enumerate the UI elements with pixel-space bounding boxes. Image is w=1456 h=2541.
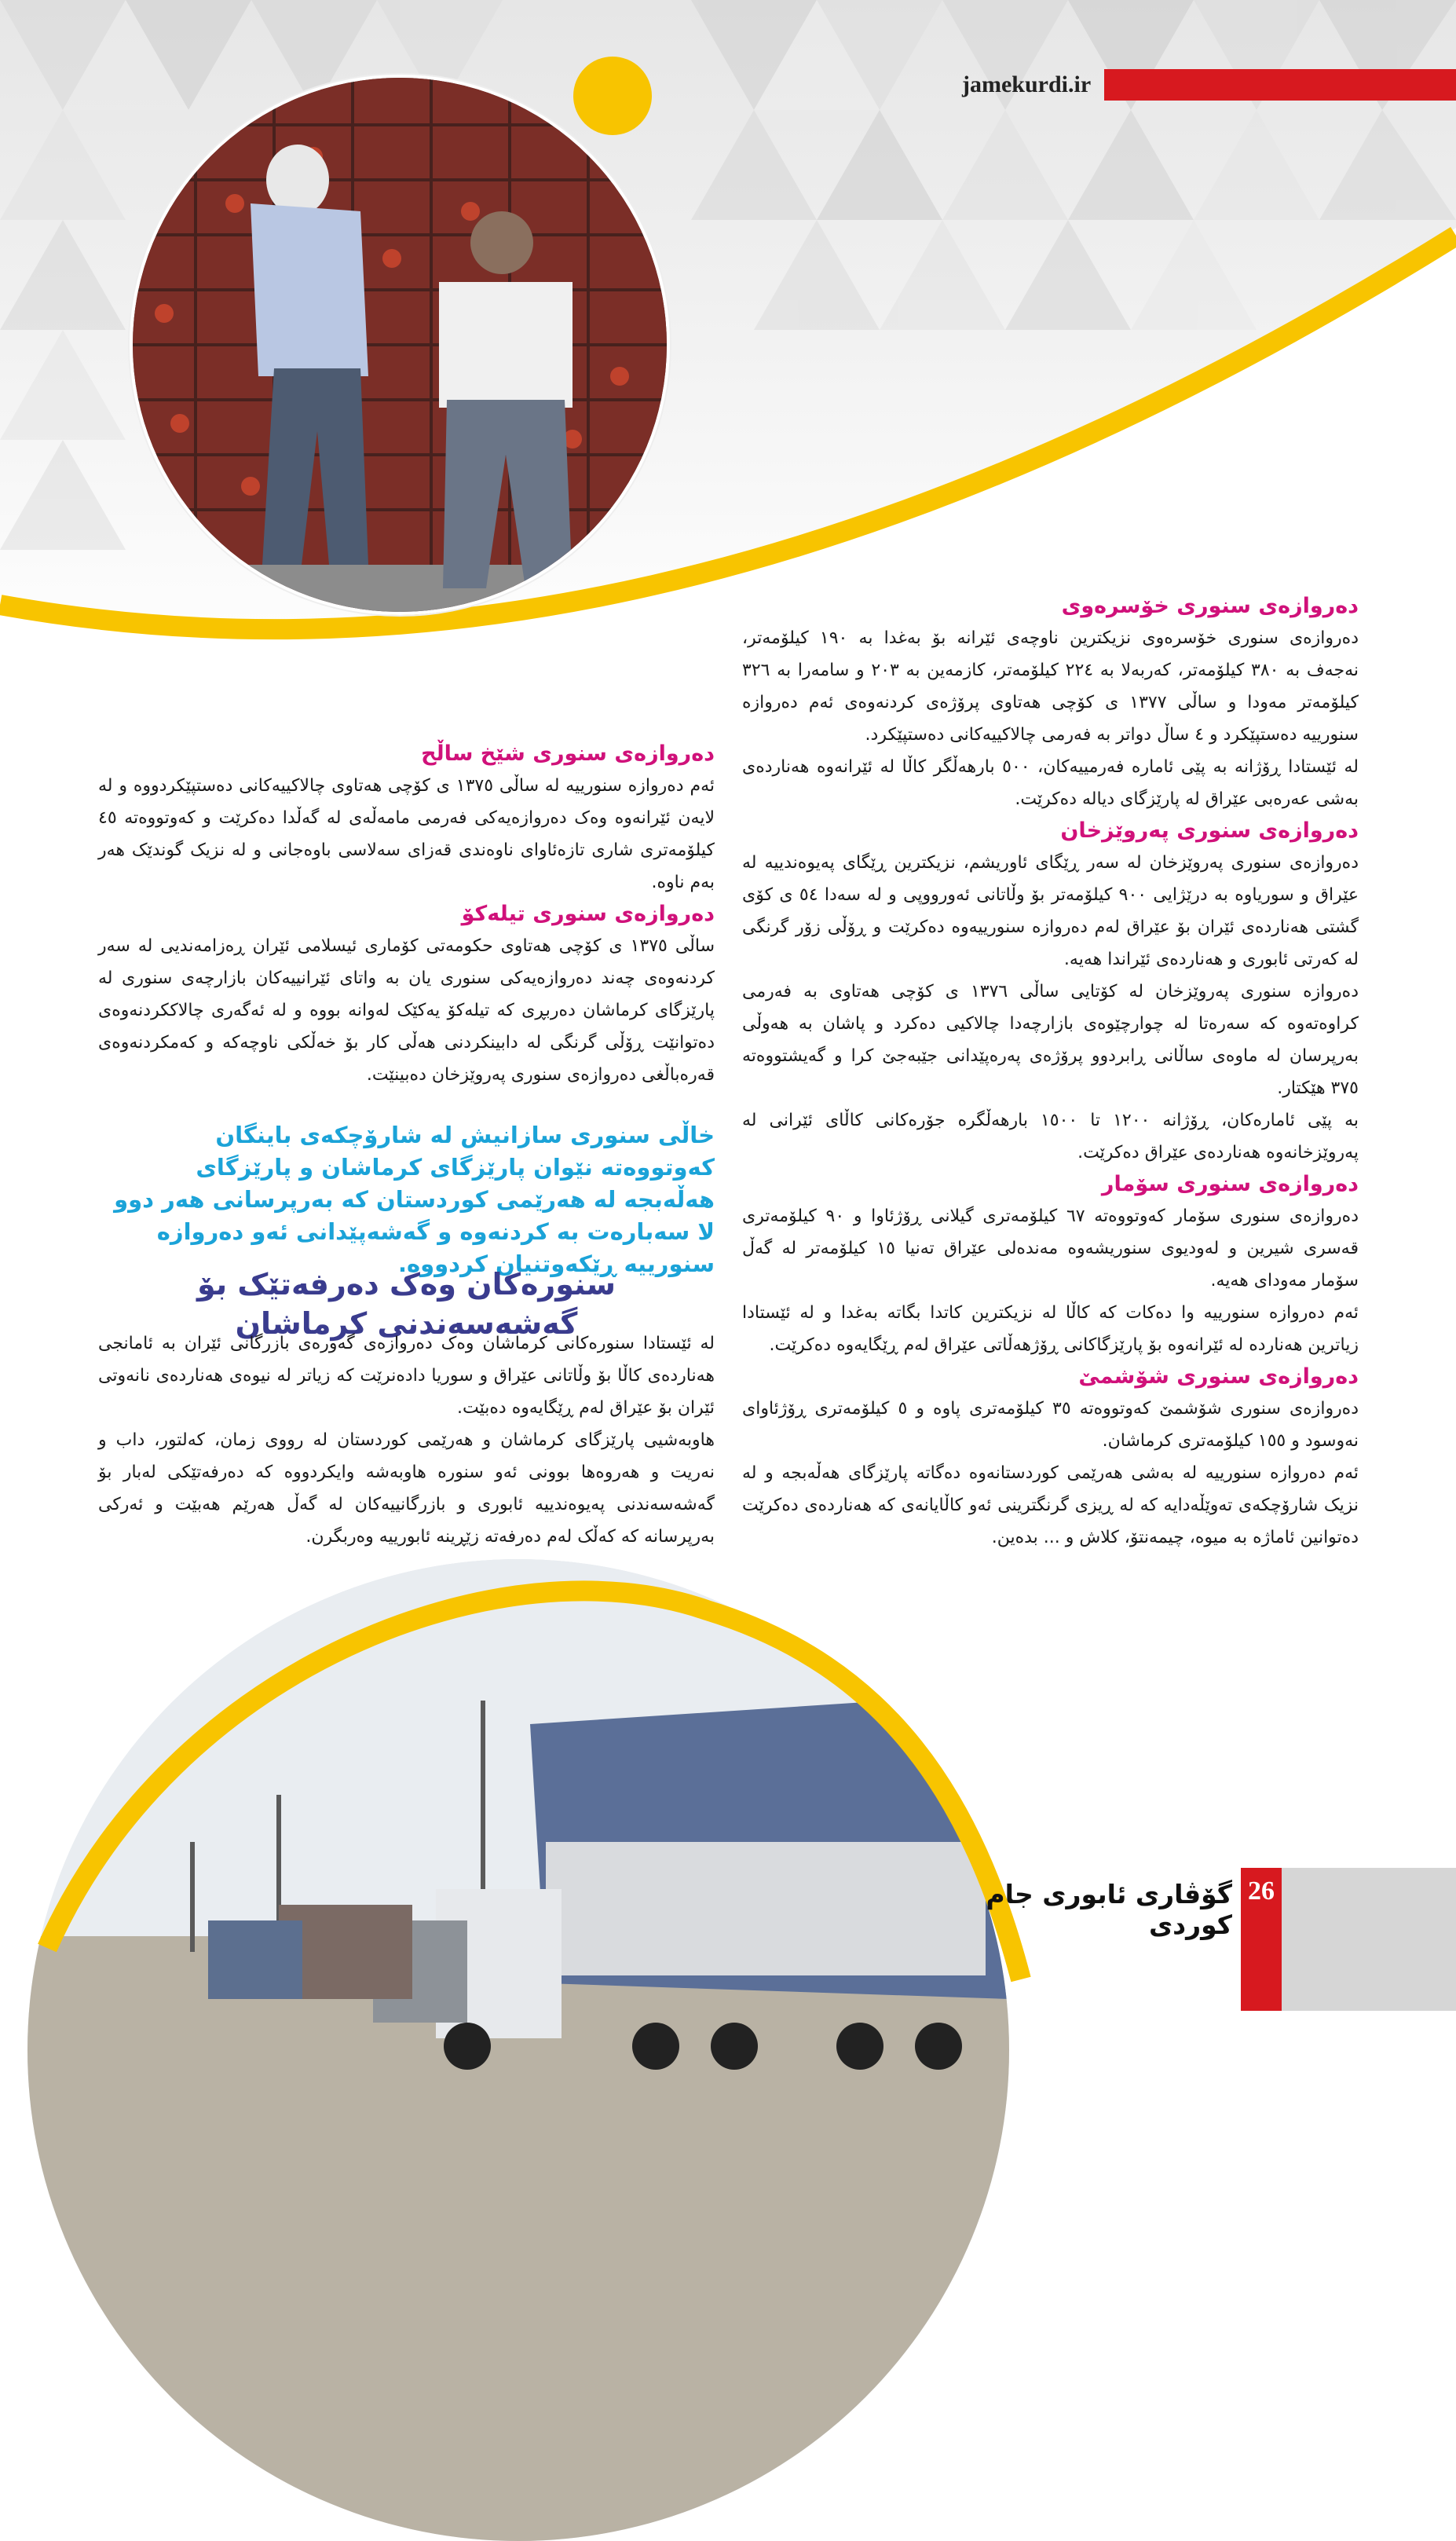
site-url[interactable]: jamekurdi.ir	[962, 71, 1092, 97]
tomato-crates-illustration	[133, 78, 667, 612]
section-title: سنورەکان وەک دەرفەتێک بۆ گەشەسەندنی کرماشان	[197, 1267, 616, 1341]
page-number: 26	[1241, 1868, 1282, 2011]
paragraph: دەروازە سنوری پەروێزخان لە کۆتایی ساڵی ١٣٧٦ ی کۆچی هەتاوی بە فەرمی کراوەتەوە کە سەرەتا لە چوارچێوەی بازارچەدا چالاکیی دەکرد و پاشان بە هەوڵی بەرپرسان لە ماوەی ساڵانی ڕابردوو پرۆژەی پەرەپێدانی جێبەجێ کرا و گەیشتووەتە ٣٧٥ هێکتار.	[742, 982, 1359, 1098]
paragraph: دەروازەی سنوری شۆشمێ کەوتووەتە ٣٥ کیلۆمەتری پاوە و ٥ کیلۆمەتری ڕۆژئاوای نەوسود و ١٥٥ کیلۆمەتری کرماشان.	[742, 1399, 1359, 1451]
section-body	[98, 1327, 715, 1553]
heading-khosravi: دەروازەی سنوری خۆسرەوی	[1061, 594, 1359, 618]
paragraph: دەروازەی سنوری خۆسرەوی نزیکترین ناوچەی ئێرانە بۆ بەغدا بە ١٩٠ کیلۆمەتر، نەجەف بە ٣٨٠ کیلۆمەتر، کەربەلا بە ٢٢٤ کیلۆمەتر، کازمەین بە ٢٠٣ و سامەرا بە ٣٢٦ کیلۆمەتر مەودا و ساڵی ١٣٧٧ ی کۆچی هەتاوی پرۆژەی کردنەوەی ئەم دەروازە سنورییە دەستپێکرد و ٤ ساڵ دواتر بە فەرمی چالاکییەکانی دەستپێکرد.	[742, 628, 1359, 745]
pull-quote: خاڵی سنوری سازانیش لە شارۆچکەی باینگان کەوتووەتە نێوان پارێزگای کرماشان و پارێزگای هەڵەبجە لە هەرێمی کوردستان کە بەرپرسانی هەر دوو لا سەبارەت بە کردنەوە و گەشەپێدانی ئەو دەروازە سنورییە ڕێکەوتنیان کردووە.	[114, 1122, 715, 1277]
paragraph: لە ئێستادا سنورەکانی کرماشان وەک دەروازەی گەورەی بازرگانی ئێران بە ئامانجی هەناردەی کاڵا بۆ وڵاتانی عێراق و سوریا دادەنرێت کە زیاتر لە نیوەی هەناردەی نانەوتی ئێران بۆ عێراق لەم ڕێگایەوە دەبێت.	[98, 1334, 715, 1418]
heading-shoshmi: دەروازەی سنوری شۆشمێ	[1078, 1364, 1359, 1389]
paragraph: ساڵی ١٣٧٥ ی کۆچی هەتاوی حکومەتی کۆماری ئیسلامی ئێران ڕەزامەندیی لە سەر کردنەوەی چەند دەروازەیەکی سنوری یان بە واتای ئێرانییەکان بازارچەی سنوری لە پارێزگای کرماشان دەربڕی کە تیلەکۆ یەکێک لەوانە بووە و لە ئەگەری چالاککردنەوەی دەتوانێت ڕۆڵی گرنگی لە دابینکردنی هەڵی کار بۆ خەڵکی ناوچەکە و کەمکردنەوەی قەرەباڵغی دەروازەی سنوری پەروێزخان دەبینێت.	[98, 936, 715, 1085]
yellow-dot-decoration	[573, 57, 652, 135]
left-column	[98, 738, 715, 1091]
paragraph: ئەم دەروازە سنورییە وا دەکات کە کاڵا لە نزیکترین کاتدا بگاتە بەغدا و لە ئێستادا زیاترین هەناردە لە ئێرانەوە بۆ پارێزگاکانی ڕۆژهەڵاتی عێراق لەم ڕێگایەوە دەکرێت.	[742, 1303, 1359, 1355]
bottom-yellow-arc	[0, 1540, 1456, 2011]
paragraph: ئەم دەروازە سنورییە لە ساڵی ١٣٧٥ ی کۆچی هەتاوی چالاکییەکانی دەستپێکردووە و لە لایەن ئێرانەوە وەک دەروازەیەکی فەرمی مامەڵەی لە گەڵدا دەکرێت و کەوتووەتە ٤٥ کیلۆمەتری شاری تازەئاوای ناوەندی قەزای سەلاسی باوەجانی و لە نزیک گوندێک هەر بەم ناوە.	[98, 776, 715, 892]
magazine-title: گۆڤاری ئابوری جام کوردی	[986, 1879, 1232, 1940]
paragraph: لە ئێستادا ڕۆژانە بە پێی ئامارە فەرمییەکان، ٥٠٠ بارهەڵگر کاڵا لە ئێرانەوە هەناردەی بەشی عەرەبی عێراق لە پارێزگای دیالە دەکرێت.	[742, 757, 1359, 809]
paragraph: هاوبەشیی پارێزگای کرماشان و هەرێمی کوردستان لە رووی زمان، کەلتور، داب و نەریت و هەروەها بوونی ئەو سنورە هاوبەشە وایکردووە کە دەرفەتێکی لەبار بۆ گەشەسەندنی پەیوەندییە ئابوری و بازرگانییەکان لە گەڵ هەرێم هەبێت و ئەرکی بەرپرسانە کە کەڵک لەم دەرفەتە زێڕینە ئابورییە وەربگرن.	[98, 1430, 715, 1547]
heading-parvizkhan: دەروازەی سنوری پەروێزخان	[1060, 818, 1359, 843]
paragraph: بە پێی ئامارەکان، ڕۆژانە ١٢٠٠ تا ١٥٠٠ بارهەڵگرە جۆرەکانی کاڵای ئێرانی لە پەروێزخانەوە هەناردەی عێراق دەکرێت.	[742, 1111, 1359, 1162]
right-column	[742, 591, 1359, 1554]
header-red-bar	[1104, 69, 1456, 101]
paragraph: ئەم دەروازە سنورییە لە بەشی هەرێمی کوردستانەوە دەگاتە پارێزگای هەڵەبجە و لە نزیک شارۆچکەی تەوێڵەدایە کە لە ڕیزی گرنگترینی ئەو کاڵایانەی کە هەناردەی دەکرێت دەتوانین ئاماژە بە میوە، چیمەنتۆ، کلاش و ... بدەین.	[742, 1463, 1359, 1547]
heading-tileko: دەروازەی سنوری تیلەکۆ	[461, 902, 715, 926]
paragraph: دەروازەی سنوری سۆمار کەوتووەتە ٦٧ کیلۆمەتری گیلانی ڕۆژئاوا و ٩٠ کیلۆمەتری قەسری شیرین و لەودیوی سنوریشەوە مەندەلی عێراق تەنیا ١٥ کیلۆمەتر لە گەڵ سۆمار مەودای هەیە.	[742, 1206, 1359, 1291]
heading-sheikh-saleh: دەروازەی سنوری شێخ ساڵح	[421, 741, 715, 766]
heading-somar: دەروازەی سنوری سۆمار	[1101, 1172, 1359, 1196]
top-photo	[130, 75, 670, 615]
paragraph: دەروازەی سنوری پەروێزخان لە سەر ڕێگای ئاوریشم، نزیکترین ڕێگای پەیوەندییە لە عێراق و سوریاوە بە درێژایی ٩٠٠ کیلۆمەتر بۆ وڵاتانی ئەورووپی و لە سەدا ٥٤ ی کۆی گشتی هەناردەی ئێران بۆ عێراق لەم دەروازە سنورییەوە دەکرێت و ڕۆڵی زۆر گرنگی لە کەرتی ئابوری و هەناردەی ئێراندا هەیە.	[742, 853, 1359, 969]
